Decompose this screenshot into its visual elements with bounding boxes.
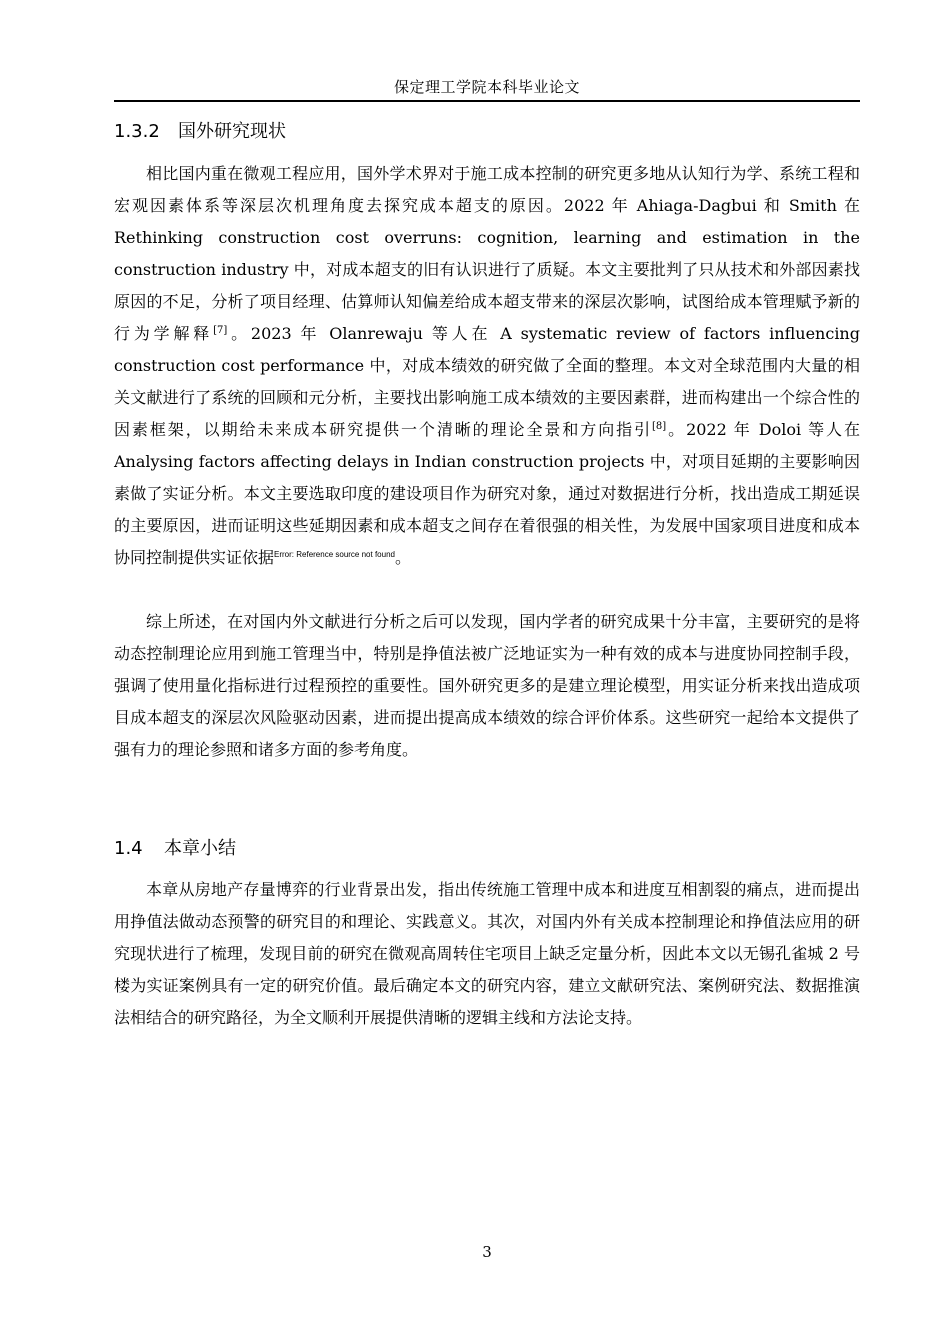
header-rule (114, 100, 860, 102)
paragraph-text: 。2022 年 Doloi 等人在 Analysing factors affecting delays in Indian construction projects 中，对项目延期的主要影响因素做了实证分析。本文主要选取印度的建设项目作为研究对象，通过对数据进行分析，找出造成工期延误的主要原因，进而证明这些延期因素和成本超支之间存在着很强的相关性，为发展中国家项目进度和成本协同控制提供实证依据 (114, 420, 860, 567)
page-header: 保定理工学院本科毕业论文 (393, 78, 580, 96)
paragraph-summary-review: 综上所述，在对国内外文献进行分析之后可以发现，国内学者的研究成果十分丰富，主要研究的是将动态控制理论应用到施工管理当中，特别是挣值法被广泛地证实为一种有效的成本与进度协同控制手段，强调了使用量化指标进行过程预控的重要性。国外研究更多的是建立理论模型，用实证分析来找出造成项目成本超支的深层次风险驱动因素，进而提出提高成本绩效的综合评价体系。这些研究一起给本文提供了强有力的理论参照和诸多方面的参考角度。 (114, 612, 860, 759)
section-title: 国外研究现状 (178, 121, 286, 142)
section-number: 1.4 (114, 838, 143, 859)
paragraph-foreign-research (114, 158, 860, 574)
paragraph-text: 。 (394, 548, 411, 567)
reference-error: Error: Reference source not found (274, 550, 395, 559)
section-heading-1-4 (114, 836, 236, 862)
section-heading-1-3-2 (114, 119, 286, 145)
page-number: 3 (482, 1243, 492, 1261)
citation-ref: [7] (213, 325, 228, 336)
paragraph-chapter-summary: 本章从房地产存量博弈的行业背景出发，指出传统施工管理中成本和进度互相割裂的痛点，进而提出用挣值法做动态预警的研究目的和理论、实践意义。其次，对国内外有关成本控制理论和挣值法应用的研究现状进行了梳理，发现目前的研究在微观高周转住宅项目上缺乏定量分析，因此本文以无锡孔雀城 2 号楼为实证案例具有一定的研究价值。最后确定本文的研究内容，建立文献研究法、案例研究法、数据推演法相结合的研究路径，为全文顺利开展提供清晰的逻辑主线和方法论支持。 (114, 880, 860, 1027)
paragraph-text: 相比国内重在微观工程应用，国外学术界对于施工成本控制的研究更多地从认知行为学、系统工程和宏观因素体系等深层次机理角度去探究成本超支的原因。2022 年 Ahiaga-Dagbui 和 Smith 在 Rethinking construction cost overruns: cognition, learning and estimation in the construction industry 中，对成本超支的旧有认识进行了质疑。本文主要批判了只从技术和外部因素找原因的不足，分析了项目经理、估算师认知偏差给成本超支带来的深层次影响，试图给成本管理赋予新的行为学解释 (114, 164, 860, 343)
paragraph-text: 。2023 年 Olanrewaju 等人在 A systematic review of factors influencing construction cost performance 中，对成本绩效的研究做了全面的整理。本文对全球范围内大量的相关文献进行了系统的回顾和元分析，主要找出影响施工成本绩效的主要因素群，进而构建出一个综合性的因素框架，以期给未来成本研究提供一个清晰的理论全景和方向指引 (114, 324, 860, 439)
section-number: 1.3.2 (114, 121, 160, 142)
section-title: 本章小结 (164, 838, 236, 859)
citation-ref: [8] (652, 421, 667, 432)
